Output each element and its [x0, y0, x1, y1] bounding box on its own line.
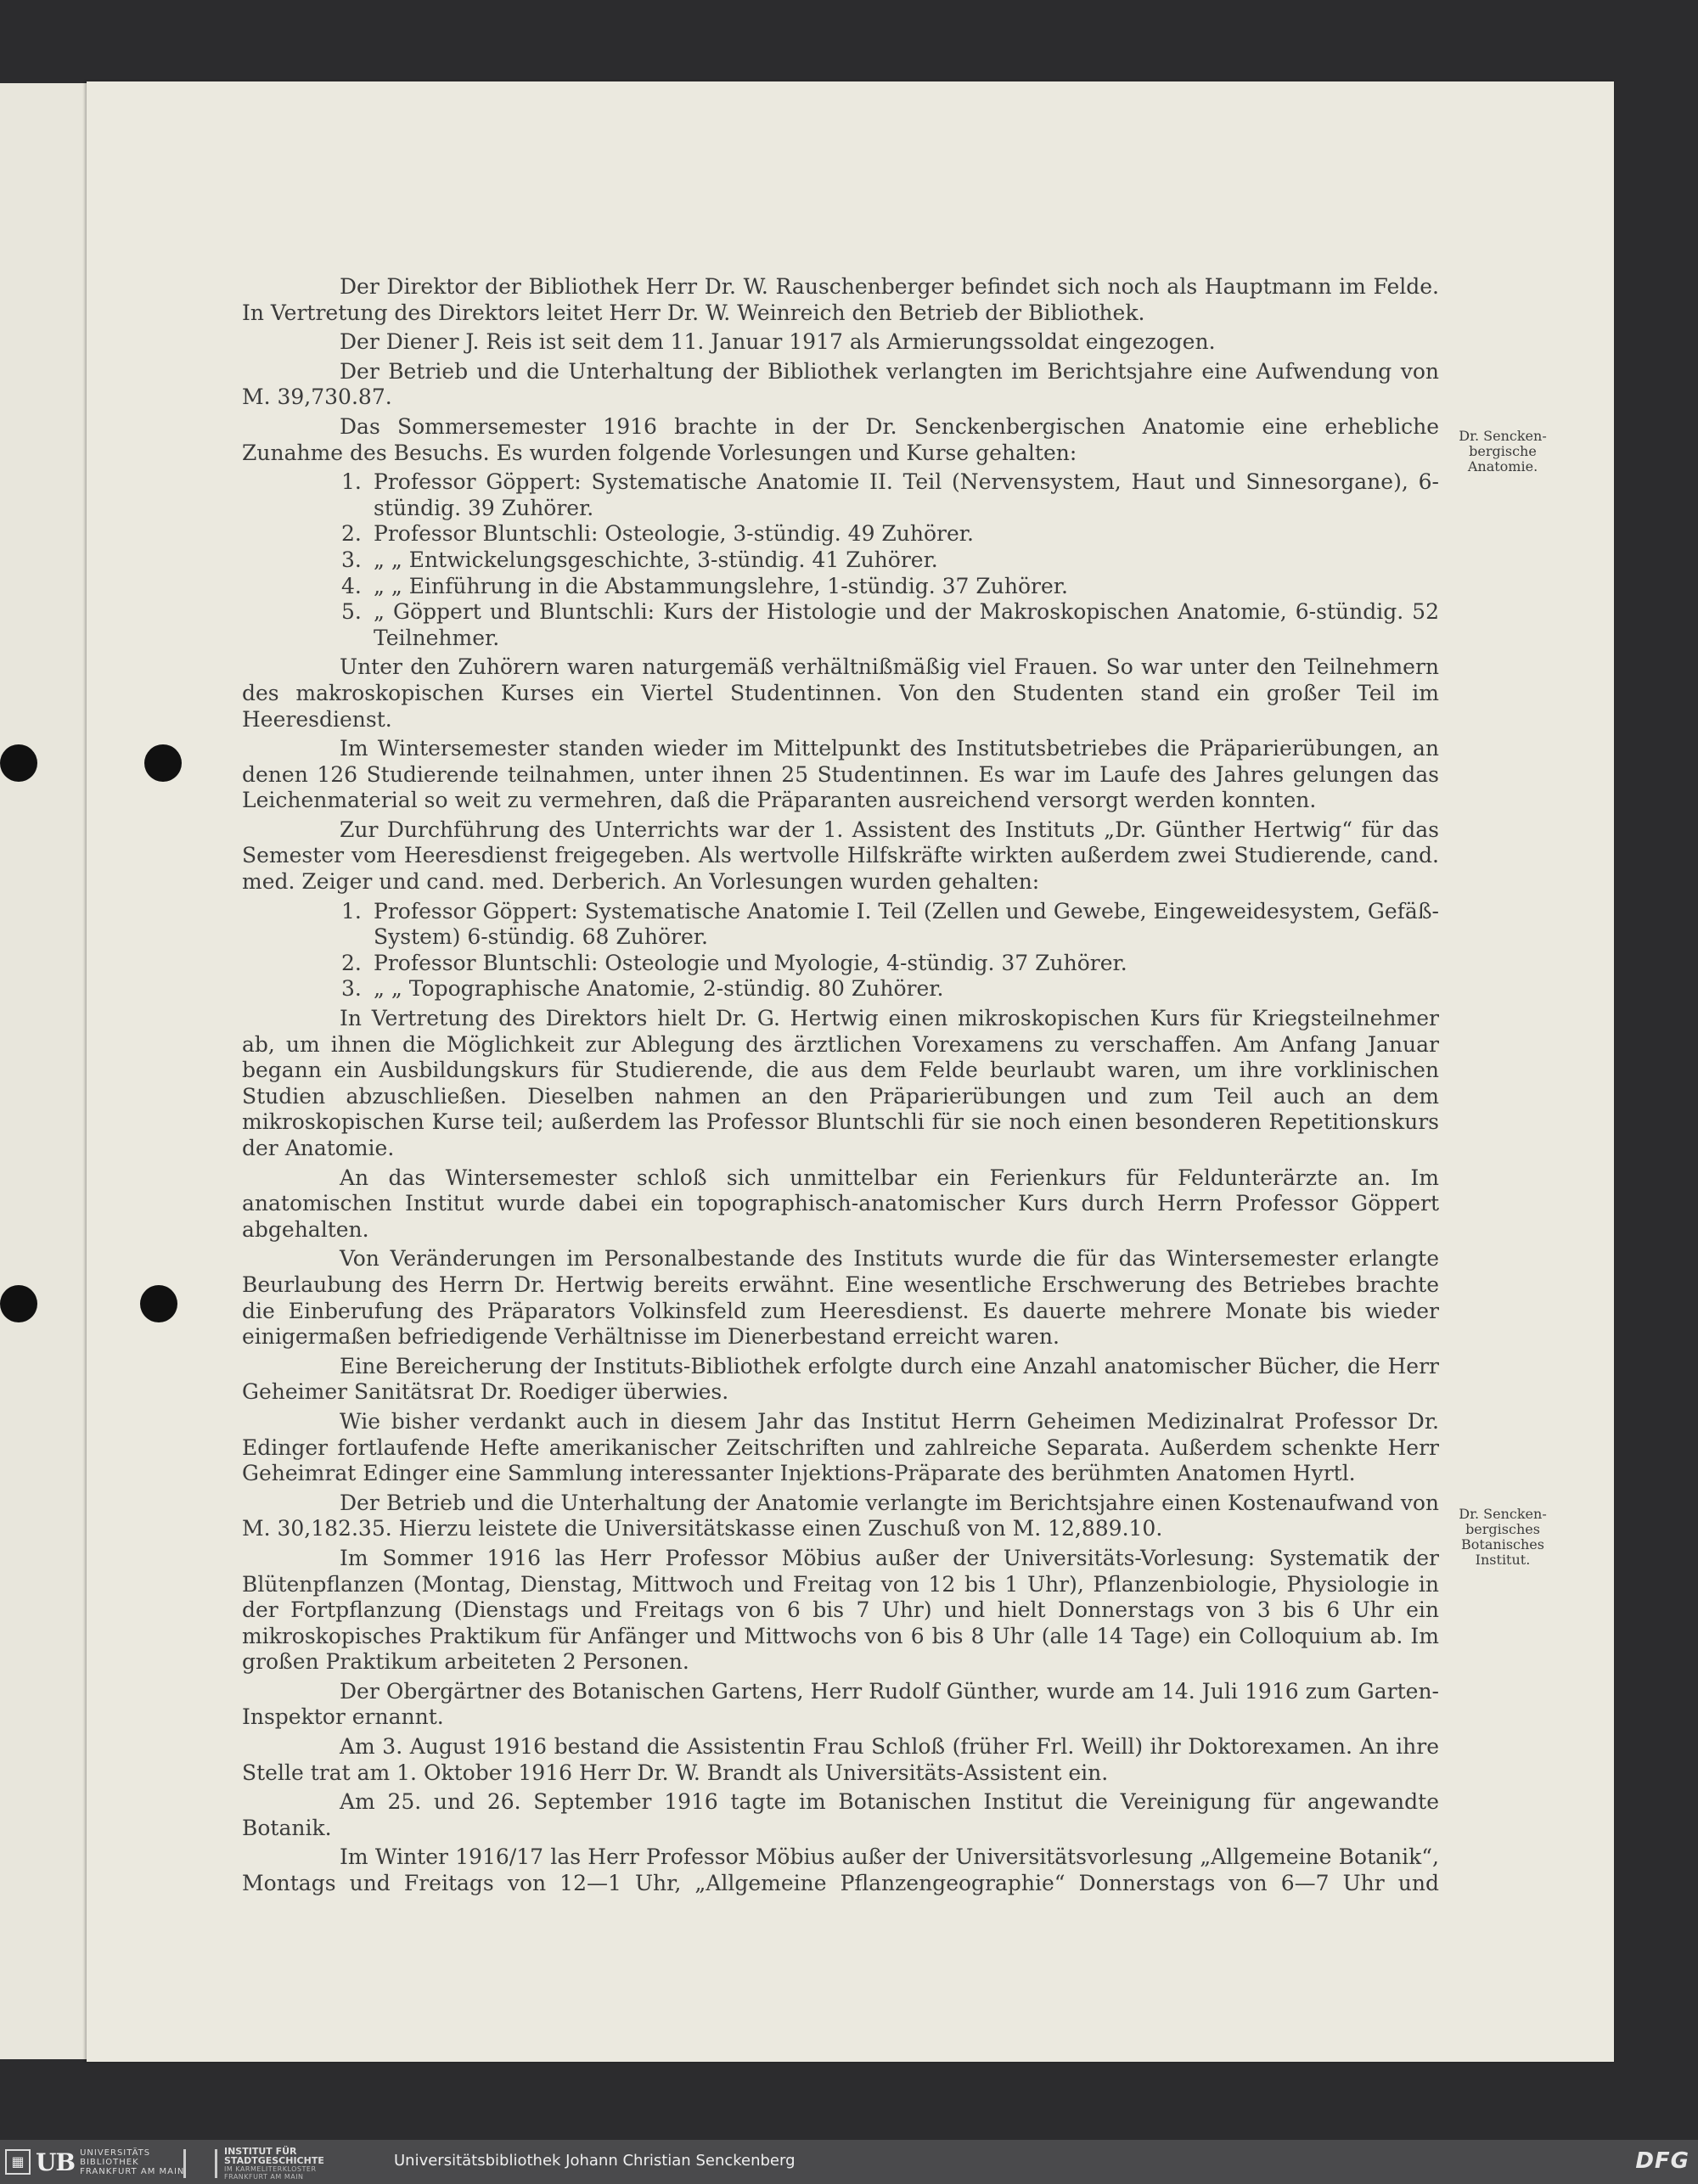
ub-letters: UB [36, 2148, 76, 2176]
punch-hole-upper [144, 744, 182, 782]
punch-hole-left-upper [0, 744, 37, 782]
paragraph: Der Obergärtner des Botanischen Gartens, Herr Rudolf Günther, wurde am 14. Juli 1916 zum Garten-Inspektor ernannt. [242, 1678, 1439, 1730]
ub-logo[interactable] [5, 2148, 184, 2176]
ub-logo-text: UNIVERSITÄTS BIBLIOTHEK FRANKFURT AM MAIN [80, 2148, 185, 2176]
viewer-footer [0, 2140, 1698, 2184]
isg-columns-icon [183, 2149, 217, 2178]
paragraph: Der Direktor der Bibliothek Herr Dr. W. Rauschenberger befindet sich noch als Hauptmann im Felde. In Vertretung des Direktors leitet Herr Dr. W. Weinreich den Betrieb der Bibliothek. [242, 274, 1439, 325]
paragraph: An das Wintersemester schloß sich unmittelbar ein Ferienkurs für Feldunterärzte an. Im anatomischen Institut wurde dabei ein topographisch-anatomischer Kurs durch Herrn Professor Göppert abgehalten. [242, 1165, 1439, 1242]
paragraph: Unter den Zuhörern waren naturgemäß verhältnißmäßig viel Frauen. So war unter den Teilnehmern des makroskopischen Kurses ein Viertel Studentinnen. Von den Studenten stand ein großer Teil im Heeresdienst. [242, 654, 1439, 732]
paragraph: Von Veränderungen im Personalbestande des Instituts wurde die für das Wintersemester erlangte Beurlaubung des Herrn Dr. Hertwig bereits erwähnt. Eine wesentliche Erschwerung des Betriebes brachte die Einberufung des Präparators Volkinsfeld zum Heeresdienst. Es dauerte mehrere Monate bis wieder einigermaßen befriedigende Verhältnisse im Dienerbestand erreicht waren. [242, 1246, 1439, 1350]
paragraph: Eine Bereicherung der Instituts-Bibliothek erfolgte durch eine Anzahl anatomischer Bücher, die Herr Geheimer Sanitätsrat Dr. Roediger überwies. [242, 1353, 1439, 1405]
list-item: 3. „ „ Entwickelungsgeschichte, 3-stündig. 41 Zuhörer. [341, 547, 938, 572]
underlying-page-edge [0, 83, 94, 2059]
margin-note-botanik: Dr. Sencken- bergisches Botanisches Institut. [1459, 1506, 1547, 1568]
dfg-logo[interactable]: DFG [1635, 2148, 1690, 2174]
punch-hole-left-lower [0, 1285, 37, 1322]
list-item: 1. Professor Göppert: Systematische Anatomie II. Teil (Nervensystem, Haut und Sinnesorgane), 6-stündig. 39 Zuhörer. [341, 469, 1439, 520]
ub-crest-icon: ▦ [5, 2149, 31, 2175]
paragraph: In Vertretung des Direktors hielt Dr. G. Hertwig einen mikroskopischen Kurs für Kriegsteilnehmer ab, um ihnen die Möglichkeit zur Ablegung des ärztlichen Vorexamens zu verschaffen. Am Anfang Januar begann ein Ausbildungskurs für Studierende, die aus dem Felde beurlaubt waren, um ihre vorklinischen Studien abzuschließen. Dieselben nahmen an den Präparierübungen und zum Teil auch an dem mikroskopischen Kurse teil; außerdem las Professor Bluntschli für sie noch einen besonderen Repetitionskurs der Anatomie. [242, 1006, 1439, 1160]
list-item: 4. „ „ Einführung in die Abstammungslehre, 1-stündig. 37 Zuhörer. [341, 573, 1068, 598]
paragraph: Am 25. und 26. September 1916 tagte im Botanischen Institut die Vereinigung für angewandte Botanik. [242, 1789, 1439, 1840]
isg-logo[interactable]: INSTITUT FÜR STADTGESCHICHTE IM KARMELITERKLOSTER FRANKFURT AM MAIN [183, 2147, 324, 2181]
paragraph: Im Wintersemester standen wieder im Mittelpunkt des Institutsbetriebes die Präparierübungen, an denen 126 Studierende teilnahmen, unter ihnen 25 Studentinnen. Es war im Laufe des Jahres gelungen das Leichenmaterial so weit zu vermehren, daß die Präparanten ausreichend versorgt werden konnten. [242, 736, 1439, 813]
list-item: 5. „ Göppert und Bluntschli: Kurs der Histologie und der Makroskopischen Anatomie, 6-stündig. 52 Teilnehmer. [341, 599, 1439, 650]
paragraph: Wie bisher verdankt auch in diesem Jahr das Institut Herrn Geheimen Medizinalrat Professor Dr. Edinger fortlaufende Hefte amerikanischer Zeitschriften und zahlreiche Separata. Außerdem schenkte Herr Geheimrat Edinger eine Sammlung interessanter Injektions-Präparate des berühmten Anatomen Hyrtl. [242, 1408, 1439, 1486]
footer-title: Universitätsbibliothek Johann Christian Senckenberg [394, 2152, 796, 2170]
lecture-list-winter [242, 899, 1439, 1002]
list-item: 2. Professor Bluntschli: Osteologie und Myologie, 4-stündig. 37 Zuhörer. [341, 950, 1127, 975]
paragraph: Der Diener J. Reis ist seit dem 11. Januar 1917 als Armierungssoldat eingezogen. [340, 329, 1216, 355]
list-item: 2. Professor Bluntschli: Osteologie, 3-stündig. 49 Zuhörer. [341, 521, 974, 547]
list-item: 1. Professor Göppert: Systematische Anatomie I. Teil (Zellen und Gewebe, Eingeweidesystem, Gefäß-System) 6-stündig. 68 Zuhörer. [341, 898, 1439, 950]
lecture-list-summer [242, 469, 1439, 651]
report-text [242, 274, 1439, 1900]
margin-note-anatomie: Dr. Sencken- bergische Anatomie. [1459, 428, 1547, 474]
paragraph: Im Sommer 1916 las Herr Professor Möbius außer der Universitäts-Vorlesung: Systematik der Blütenpflanzen (Montag, Dienstag, Mittwoch und Freitag von 12 bis 1 Uhr), Pflanzenbiologie, Physiologie in der Fortpflanzung (Dienstags und Freitags von 6 bis 7 Uhr) und hielt Donnerstags von 3 bis 6 Uhr ein mikroskopisches Praktikum für Anfänger und Mittwochs von 6 bis 8 Uhr (alle 14 Tage) ein Colloquium ab. Im großen Praktikum arbeiteten 2 Personen. [242, 1545, 1439, 1675]
list-item: 3. „ „ Topographische Anatomie, 2-stündig. 80 Zuhörer. [341, 976, 944, 1002]
punch-hole-lower [140, 1285, 177, 1322]
paragraph: Der Betrieb und die Unterhaltung der Bibliothek verlangten im Berichtsjahre eine Aufwendung von M. 39,730.87. [242, 358, 1439, 410]
paragraph: Das Sommersemester 1916 brachte in der Dr. Senckenbergischen Anatomie eine erhebliche Zunahme des Besuchs. Es wurden folgende Vorlesungen und Kurse gehalten: [242, 413, 1439, 465]
paragraph: Zur Durchführung des Unterrichts war der 1. Assistent des Instituts „Dr. Günther Hertwig“ für das Semester vom Heeresdienst freigegeben. Als wertvolle Hilfskräfte wirkten außerdem zwei Studierende, cand. med. Zeiger und cand. med. Derberich. An Vorlesungen wurden gehalten: [242, 817, 1439, 895]
paragraph: Am 3. August 1916 bestand die Assistentin Frau Schloß (früher Frl. Weill) ihr Doktorexamen. An ihre Stelle trat am 1. Oktober 1916 Herr Dr. W. Brandt als Universitäts-Assistent ein. [242, 1734, 1439, 1785]
paragraph: Der Betrieb und die Unterhaltung der Anatomie verlangte im Berichtsjahre einen Kostenaufwand von M. 30,182.35. Hierzu leistete die Universitätskasse einen Zuschuß von M. 12,889.10. [242, 1490, 1439, 1541]
paragraph: Im Winter 1916/17 las Herr Professor Möbius außer der Universitätsvorlesung „Allgemeine Botanik“, Montags und Freitags von 12—1 Uhr, „Allgemeine Pflanzengeographie“ Donnerstags von 6—7 Uhr und [242, 1844, 1439, 1896]
